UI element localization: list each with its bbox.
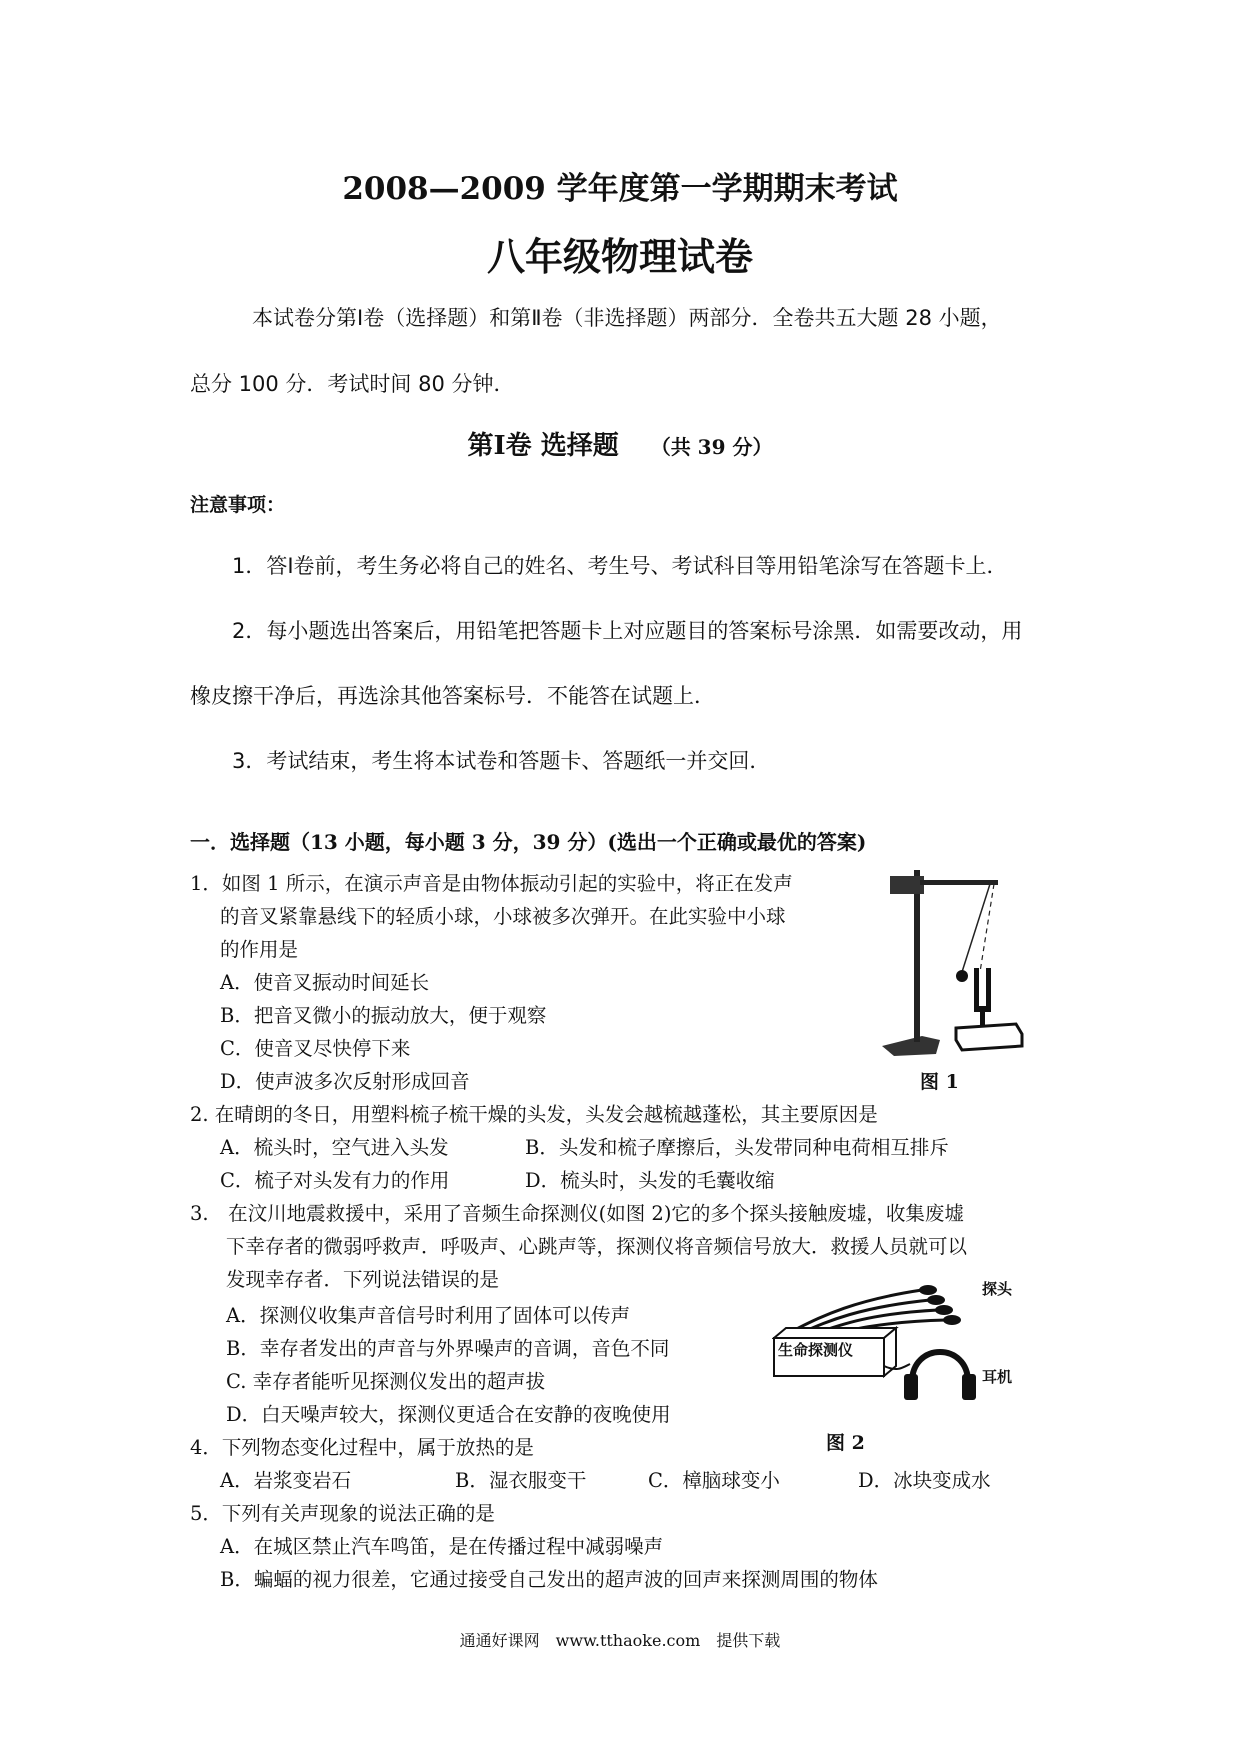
q3-line-2: 下幸存者的微弱呼救声．呼吸声、心跳声等，探测仪将音频信号放大．救援人员就可以: [226, 1235, 968, 1258]
intro-line-1: 本试卷分第Ⅰ卷（选择题）和第Ⅱ卷（非选择题）两部分．全卷共五大题 28 小题，: [252, 306, 1002, 330]
q4-option-d: D．冰块变成水: [858, 1469, 991, 1492]
q2-option-b: B．头发和梳子摩擦后，头发带同种电荷相互排斥: [525, 1136, 949, 1159]
q4-option-c: C．樟脑球变小: [648, 1469, 780, 1492]
section-title-text: 第Ⅰ卷 选择题: [467, 431, 619, 461]
q1-option-b: B．把音叉微小的振动放大，便于观察: [220, 1004, 547, 1027]
q4-option-a: A．岩浆变岩石: [220, 1469, 352, 1492]
notice-item-2-line-1: 2．每小题选出答案后，用铅笔把答题卡上对应题目的答案标号涂黑．如需要改动，用: [232, 619, 1023, 643]
q1-option-d: D．使声波多次反射形成回音: [220, 1070, 470, 1093]
q2-option-d: D．梳头时，头发的毛囊收缩: [525, 1169, 775, 1192]
intro-line-2: 总分 100 分．考试时间 80 分钟．: [190, 372, 515, 396]
part1-heading: 一．选择题（13 小题，每小题 3 分，39 分）(选出一个正确或最优的答案): [190, 830, 867, 854]
figure-1-apparatus-icon: [878, 858, 1028, 1060]
notice-item-1: 1．答Ⅰ卷前，考生务必将自己的姓名、考生号、考试科目等用铅笔涂写在答题卡上．: [232, 554, 1008, 578]
figure-2-box-label: 生命探测仪: [778, 1341, 854, 1359]
q3-option-d: D．白天噪声较大，探测仪更适合在安静的夜晚使用: [226, 1403, 671, 1426]
section-title: [0, 425, 1240, 462]
q2-option-c: C．梳子对头发有力的作用: [220, 1169, 450, 1192]
q5-option-b: B．蝙蝠的视力很差，它通过接受自己发出的超声波的回声来探测周围的物体: [220, 1568, 878, 1591]
q4-stem: 4．下列物态变化过程中，属于放热的是: [190, 1436, 534, 1459]
q3-line-3: 发现幸存者．下列说法错误的是: [226, 1268, 500, 1291]
q1-line-3: 的作用是: [220, 938, 299, 961]
q5-stem: 5．下列有关声现象的说法正确的是: [190, 1502, 495, 1525]
q4-option-b: B．湿衣服变干: [455, 1469, 587, 1492]
q1-line-2: 的音叉紧靠悬线下的轻质小球，小球被多次弹开。在此实验中小球: [220, 905, 786, 928]
paper-title: 八年级物理试卷: [486, 234, 753, 279]
q1-option-c: C．使音叉尽快停下来: [220, 1037, 411, 1060]
notice-item-2-line-2: 橡皮擦干净后，再选涂其他答案标号．不能答在试题上．: [190, 684, 715, 708]
q3-option-a: A．探测仪收集声音信号时利用了固体可以传声: [226, 1304, 631, 1327]
figure-2-caption: 图 2: [826, 1432, 865, 1454]
notice-heading: 注意事项：: [190, 494, 286, 516]
figure-2-earphone-label: 耳机: [982, 1368, 1013, 1386]
q2-option-a: A．梳头时，空气进入头发: [220, 1136, 449, 1159]
q3-option-c: C. 幸存者能听见探测仪发出的超声拔: [226, 1370, 546, 1393]
footer-watermark: 通通好课网 www.tthaoke.com 提供下载: [459, 1631, 781, 1650]
q3-option-b: B．幸存者发出的声音与外界噪声的音调，音色不同: [226, 1337, 670, 1360]
q2-stem: 2. 在晴朗的冬日，用塑料梳子梳干燥的头发，头发会越梳越蓬松，其主要原因是: [190, 1103, 878, 1126]
exam-title: 2008—2009 学年度第一学期期末考试: [342, 171, 898, 207]
q1-option-a: A．使音叉振动时间延长: [220, 971, 430, 994]
q3-line-1: 3. 在汶川地震救援中，采用了音频生命探测仪(如图 2)它的多个探头接触废墟，收集废墟: [190, 1202, 964, 1225]
q1-line-1: 1．如图 1 所示，在演示声音是由物体振动引起的实验中，将正在发声: [190, 872, 793, 895]
figure-1-caption: 图 1: [920, 1071, 959, 1093]
q5-option-a: A．在城区禁止汽车鸣笛，是在传播过程中减弱噪声: [220, 1535, 664, 1558]
section-title-points: （共 39 分）: [650, 435, 773, 459]
figure-2-probe-label: 探头: [982, 1280, 1013, 1298]
notice-item-3: 3．考试结束，考生将本试卷和答题卡、答题纸一并交回．: [232, 749, 771, 773]
